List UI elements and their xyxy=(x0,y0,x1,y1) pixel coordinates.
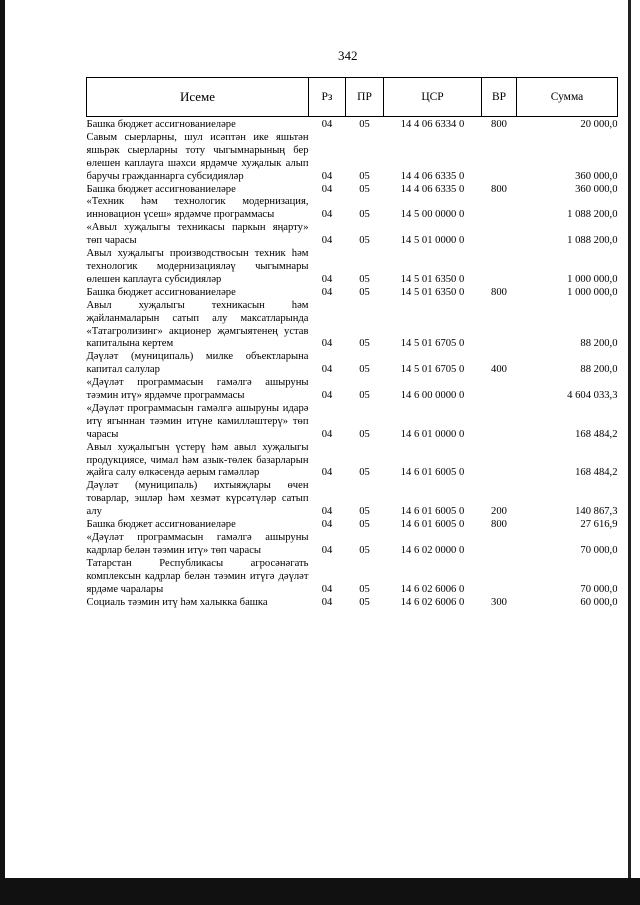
cell-pr: 05 xyxy=(359,428,370,440)
cell-vr: 800 xyxy=(491,286,507,298)
cell-vr xyxy=(482,377,517,403)
cell-name: Дәүләт (муниципаль) милке объектларына капитал салулар xyxy=(86,351,309,376)
cell-vr xyxy=(482,532,517,558)
cell-sum: 4 604 033,3 xyxy=(567,390,618,402)
cell-pr: 05 xyxy=(359,390,370,402)
cell-csr: 14 6 01 6005 0 xyxy=(400,506,465,518)
cell-rz: 04 xyxy=(321,119,333,130)
cell-vr xyxy=(482,300,517,352)
cell-csr: 14 6 02 0000 0 xyxy=(400,544,465,556)
cell-csr: 14 5 01 6350 0 xyxy=(400,286,465,298)
table-row xyxy=(87,558,618,597)
table-row xyxy=(87,597,618,610)
cell-vr: 800 xyxy=(491,519,507,531)
cell-sum: 360 000,0 xyxy=(575,183,618,195)
table-row xyxy=(87,442,618,481)
cell-csr: 14 5 01 0000 0 xyxy=(400,235,465,247)
cell-name: Авыл хуҗалыгы техникасын һәм җайланмаларын сатып алу максатларында «Татагролизинг» акционер җәмгыятенең устав капиталына кертем xyxy=(86,299,309,350)
table-row xyxy=(87,377,618,403)
cell-sum: 60 000,0 xyxy=(580,596,618,608)
header-csr: ЦСР xyxy=(384,78,482,117)
cell-pr: 05 xyxy=(359,273,370,285)
table-row xyxy=(87,532,618,558)
cell-sum: 70 000,0 xyxy=(580,583,618,595)
cell-pr: 05 xyxy=(359,519,370,531)
cell-vr xyxy=(482,403,517,442)
cell-sum: 1 088 200,0 xyxy=(567,209,618,221)
cell-rz: 04 xyxy=(321,273,333,285)
cell-sum: 20 000,0 xyxy=(580,119,618,130)
table-row xyxy=(87,519,618,532)
cell-csr: 14 5 01 6705 0 xyxy=(400,338,465,350)
scan-edge-right xyxy=(628,0,631,905)
cell-rz: 04 xyxy=(321,506,333,518)
cell-name: Татарстан Республикасы агросәнәгать комплексын кадрлар белән тәэмин итүгә дәүләт ярдәме чаралары xyxy=(86,557,309,595)
cell-vr: 800 xyxy=(491,119,507,130)
table-row xyxy=(87,222,618,248)
cell-name: Савым сыерларны, шул исәптән ике яшьтән яшьрәк сыерларны тоту чыгымнарының бер өлешен каплауга шәхси ярдәмче хуҗалык алып баручы гражданнарга субсидияләр xyxy=(86,131,309,182)
cell-sum: 1 000 000,0 xyxy=(567,286,618,298)
cell-sum: 1 000 000,0 xyxy=(567,273,618,285)
cell-vr xyxy=(482,248,517,287)
cell-name: «Дәүләт программасын гамәлгә ашыруны тәэмин итү» ярдәмче программасы xyxy=(86,377,309,402)
header-name: Исеме xyxy=(87,78,309,117)
cell-csr: 14 6 02 6006 0 xyxy=(400,583,465,595)
scan-edge-left xyxy=(0,0,5,905)
cell-name: Дәүләт (муниципаль) ихтыяҗлары өчен товарлар, эшләр һәм хезмәт күрсәтүләр сатып алу xyxy=(86,480,309,518)
cell-vr: 800 xyxy=(491,183,507,195)
cell-name: Башка бюджет ассигнованиеләре xyxy=(86,519,236,531)
header-pr: ПР xyxy=(346,78,384,117)
cell-rz: 04 xyxy=(321,364,333,376)
table-row xyxy=(87,287,618,300)
cell-csr: 14 5 01 6350 0 xyxy=(400,273,465,285)
cell-sum: 168 484,2 xyxy=(575,428,618,440)
cell-vr: 400 xyxy=(491,364,507,376)
cell-rz: 04 xyxy=(321,544,333,556)
cell-csr: 14 6 01 6005 0 xyxy=(400,519,465,531)
page-number: 342 xyxy=(338,48,358,63)
cell-pr: 05 xyxy=(359,544,370,556)
cell-vr xyxy=(482,558,517,597)
cell-name: «Дәүләт программасын гамәлгә ашыруны идарә итү ягыннан тәэмин итүне камилләштерү» төп чарасы xyxy=(86,402,309,440)
cell-rz: 04 xyxy=(321,596,333,608)
cell-rz: 04 xyxy=(321,428,333,440)
cell-csr: 14 4 06 6335 0 xyxy=(400,170,465,182)
cell-csr: 14 6 01 0000 0 xyxy=(400,428,465,440)
cell-rz: 04 xyxy=(321,235,333,247)
cell-pr: 05 xyxy=(359,235,370,247)
cell-rz: 04 xyxy=(321,170,333,182)
cell-name: «Дәүләт программасын гамәлгә ашыруны кадрлар белән тәэмин итү» төп чарасы xyxy=(86,532,309,556)
cell-pr: 05 xyxy=(359,286,370,298)
cell-rz: 04 xyxy=(321,338,333,350)
cell-sum: 1 088 200,0 xyxy=(567,235,618,247)
cell-rz: 04 xyxy=(321,583,333,595)
cell-pr: 05 xyxy=(359,119,370,130)
table-row xyxy=(87,351,618,377)
cell-rz: 04 xyxy=(321,519,333,531)
cell-name: «Техник һәм технологик модернизация, инновацион үсеш» ярдәмче программасы xyxy=(86,196,309,221)
cell-rz: 04 xyxy=(321,390,333,402)
cell-sum: 70 000,0 xyxy=(580,544,618,556)
cell-rz: 04 xyxy=(321,286,333,298)
cell-pr: 05 xyxy=(359,170,370,182)
cell-vr xyxy=(482,196,517,222)
cell-name: «Авыл хуҗалыгы техникасы паркын яңарту» төп чарасы xyxy=(86,222,309,247)
cell-csr: 14 6 02 6006 0 xyxy=(400,596,465,608)
cell-sum: 88 200,0 xyxy=(580,364,618,376)
cell-rz: 04 xyxy=(321,209,333,221)
table-row xyxy=(87,248,618,287)
header-rz: Рз xyxy=(309,78,346,117)
cell-pr: 05 xyxy=(359,467,370,479)
cell-csr: 14 4 06 6335 0 xyxy=(400,183,465,195)
table-row xyxy=(87,403,618,442)
cell-pr: 05 xyxy=(359,596,370,608)
table-row xyxy=(87,196,618,222)
table-row xyxy=(87,132,618,184)
cell-name: Башка бюджет ассигнованиеләре xyxy=(86,286,236,298)
cell-vr: 200 xyxy=(491,506,507,518)
table-row xyxy=(87,117,618,132)
cell-csr: 14 5 01 6705 0 xyxy=(400,364,465,376)
table-row xyxy=(87,184,618,197)
cell-pr: 05 xyxy=(359,338,370,350)
cell-vr xyxy=(482,442,517,481)
cell-csr: 14 6 01 6005 0 xyxy=(400,467,465,479)
table-row xyxy=(87,480,618,519)
cell-vr xyxy=(482,222,517,248)
cell-vr xyxy=(482,132,517,184)
cell-pr: 05 xyxy=(359,209,370,221)
cell-sum: 27 616,9 xyxy=(580,519,618,531)
cell-sum: 168 484,2 xyxy=(575,467,618,479)
cell-pr: 05 xyxy=(359,583,370,595)
cell-name: Авыл хуҗалыгы производствосын техник һәм технологик модернизацияләү чыгымнары өлешен каплауга субсидияләр xyxy=(86,248,309,285)
cell-vr: 300 xyxy=(491,596,507,608)
cell-sum: 88 200,0 xyxy=(580,338,618,350)
scan-edge-bottom xyxy=(0,878,640,905)
cell-sum: 360 000,0 xyxy=(575,170,618,182)
cell-pr: 05 xyxy=(359,364,370,376)
table-row xyxy=(87,300,618,352)
cell-rz: 04 xyxy=(321,183,333,195)
cell-csr: 14 5 00 0000 0 xyxy=(400,209,465,221)
cell-name: Социаль тәэмин итү һәм халыкка башка xyxy=(86,596,268,608)
cell-name: Авыл хуҗалыгын үстерү һәм авыл хуҗалыгы продукциясе, чимал һәм азык-төлек базарларын җайга салу өлкәсендә аерым гамәлләр xyxy=(86,441,309,479)
header-vr: ВР xyxy=(482,78,517,117)
cell-csr: 14 6 00 0000 0 xyxy=(400,390,465,402)
cell-pr: 05 xyxy=(359,183,370,195)
cell-sum: 140 867,3 xyxy=(575,506,618,518)
table-body xyxy=(87,117,618,610)
table-header-row xyxy=(87,78,618,117)
cell-rz: 04 xyxy=(321,467,333,479)
cell-csr: 14 4 06 6334 0 xyxy=(400,119,465,130)
cell-name: Башка бюджет ассигнованиеләре xyxy=(86,183,236,195)
cell-name: Башка бюджет ассигнованиеләре xyxy=(86,119,236,130)
header-sum: Сумма xyxy=(517,78,618,117)
budget-table xyxy=(86,77,618,609)
cell-pr: 05 xyxy=(359,506,370,518)
